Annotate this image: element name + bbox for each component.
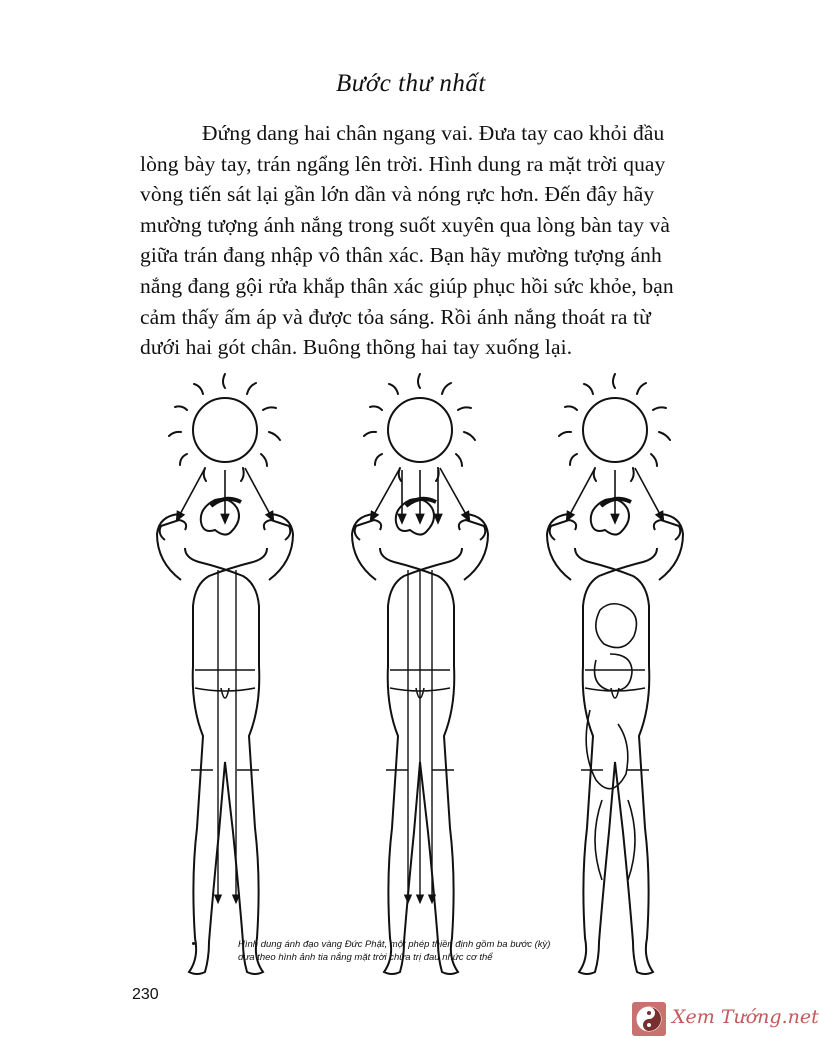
figure-caption <box>238 938 708 964</box>
yin-yang-icon <box>632 1002 666 1036</box>
caption-line: dựa theo hình ảnh tia nắng mặt trời chữa trị đau nhức cơ thể <box>238 952 493 963</box>
sun-figure-2 <box>352 374 488 974</box>
watermark-logo <box>632 1000 819 1040</box>
watermark-text: Xem Tướng.net <box>672 1006 819 1028</box>
body-line: Đứng dang hai chân ngang vai. Đưa tay cao khỏi đầu <box>202 121 665 145</box>
body-line: dưới hai gót chân. Buông thõng hai tay xuống lại. <box>140 335 573 360</box>
body-line: nắng đang gội rửa khắp thân xác giúp phục hồi sức khỏe, bạn <box>140 273 674 298</box>
body-line: cảm thấy ấm áp và được tỏa sáng. Rồi ánh nắng thoát ra từ <box>140 304 651 329</box>
sun-figure-3 <box>547 374 683 974</box>
meditation-illustration <box>140 370 680 940</box>
caption-line: Hình dung ánh đạo vàng Đức Phật, một phép thiền định gồm ba bước (kỳ) <box>238 939 551 950</box>
caption-bullet <box>192 942 195 945</box>
body-line: giữa trán đang nhập vô thân xác. Bạn hãy mường tượng ánh <box>140 243 662 268</box>
sun-figure-1 <box>157 374 293 974</box>
body-line: vòng tiến sát lại gần lớn dần và nóng rực hơn. Đến đây hãy <box>140 182 655 207</box>
body-line: mường tượng ánh nắng trong suốt xuyên qua lòng bàn tay và <box>140 212 671 237</box>
section-heading: Bước thư nhất <box>336 70 486 97</box>
page-number: 230 <box>132 986 159 1003</box>
body-paragraph <box>140 118 674 363</box>
body-line: lòng bày tay, trán ngẩng lên trời. Hình dung ra mặt trời quay <box>140 151 666 176</box>
